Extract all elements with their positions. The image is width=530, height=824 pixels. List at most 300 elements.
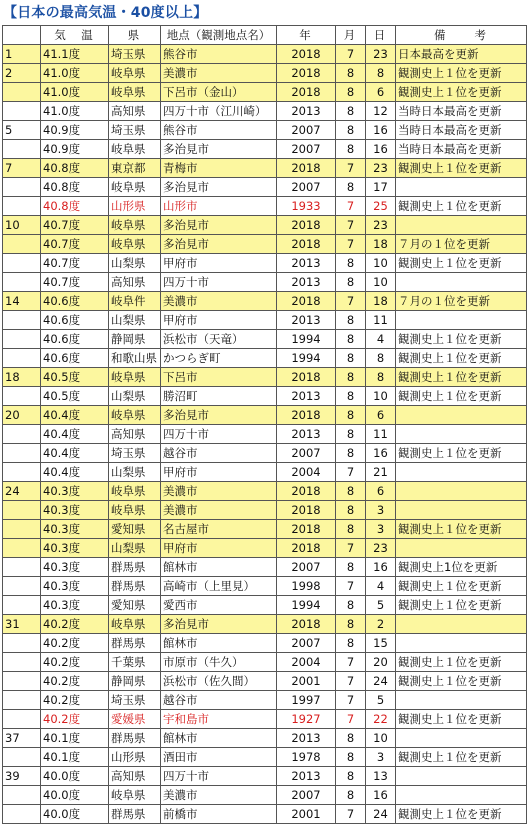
- month-cell: 7: [336, 805, 366, 824]
- note-cell: [396, 729, 527, 748]
- prefecture-cell: 埼玉県: [109, 691, 161, 710]
- temperature-cell: 40.4度: [41, 463, 109, 482]
- prefecture-cell: 山梨県: [109, 387, 161, 406]
- location-cell: 浜松市（佐久間）: [161, 672, 277, 691]
- rank-cell: [3, 425, 41, 444]
- day-cell: 10: [366, 729, 396, 748]
- temperature-cell: 40.2度: [41, 634, 109, 653]
- year-cell: 2018: [277, 368, 336, 387]
- prefecture-cell: 岐阜県: [109, 140, 161, 159]
- note-cell: [396, 273, 527, 292]
- note-cell: 観測史上１位を更新: [396, 387, 527, 406]
- note-cell: 当時日本最高を更新: [396, 102, 527, 121]
- temperature-cell: 40.0度: [41, 786, 109, 805]
- day-cell: 18: [366, 235, 396, 254]
- month-cell: 8: [336, 425, 366, 444]
- location-cell: 多治見市: [161, 216, 277, 235]
- rank-cell: [3, 710, 41, 729]
- temperature-table: [2, 25, 527, 824]
- year-cell: 2007: [277, 444, 336, 463]
- table-row: [3, 710, 527, 729]
- temperature-cell: 40.9度: [41, 121, 109, 140]
- day-cell: 4: [366, 330, 396, 349]
- prefecture-cell: 岐阜県: [109, 178, 161, 197]
- location-cell: 四万十市（江川崎）: [161, 102, 277, 121]
- table-row: [3, 254, 527, 273]
- location-cell: 高崎市（上里見）: [161, 577, 277, 596]
- table-row: [3, 64, 527, 83]
- prefecture-cell: 山梨県: [109, 254, 161, 273]
- rank-cell: 20: [3, 406, 41, 425]
- rank-cell: [3, 596, 41, 615]
- note-cell: 観測史上１位を更新: [396, 197, 527, 216]
- year-cell: 1994: [277, 596, 336, 615]
- year-cell: 1933: [277, 197, 336, 216]
- year-cell: 2007: [277, 558, 336, 577]
- note-cell: ７月の１位を更新: [396, 292, 527, 311]
- rank-cell: [3, 387, 41, 406]
- year-cell: 2018: [277, 83, 336, 102]
- table-row: [3, 767, 527, 786]
- note-cell: 観測史上１位を更新: [396, 330, 527, 349]
- table-row: [3, 292, 527, 311]
- day-cell: 16: [366, 786, 396, 805]
- location-cell: 下呂市（金山）: [161, 83, 277, 102]
- day-cell: 12: [366, 102, 396, 121]
- location-cell: 市原市（牛久）: [161, 653, 277, 672]
- location-cell: 四万十市: [161, 273, 277, 292]
- year-cell: 2018: [277, 159, 336, 178]
- table-row: [3, 216, 527, 235]
- temperature-cell: 40.3度: [41, 482, 109, 501]
- day-cell: 16: [366, 121, 396, 140]
- location-cell: 多治見市: [161, 178, 277, 197]
- day-cell: 16: [366, 558, 396, 577]
- rank-cell: [3, 634, 41, 653]
- location-cell: 美濃市: [161, 64, 277, 83]
- prefecture-cell: 群馬県: [109, 805, 161, 824]
- temperature-cell: 40.2度: [41, 615, 109, 634]
- prefecture-cell: 岐阜県: [109, 235, 161, 254]
- header-temperature: 気 温: [41, 26, 109, 45]
- note-cell: 観測史上１位を更新: [396, 577, 527, 596]
- note-cell: 観測史上１位を更新: [396, 672, 527, 691]
- year-cell: 2001: [277, 672, 336, 691]
- note-cell: [396, 501, 527, 520]
- rank-cell: 31: [3, 615, 41, 634]
- year-cell: 2013: [277, 254, 336, 273]
- note-cell: [396, 406, 527, 425]
- month-cell: 8: [336, 501, 366, 520]
- month-cell: 8: [336, 178, 366, 197]
- location-cell: かつらぎ町: [161, 349, 277, 368]
- temperature-cell: 41.0度: [41, 83, 109, 102]
- year-cell: 1994: [277, 349, 336, 368]
- year-cell: 2013: [277, 311, 336, 330]
- location-cell: 酒田市: [161, 748, 277, 767]
- note-cell: 観測史上１位を更新: [396, 653, 527, 672]
- prefecture-cell: 山形県: [109, 748, 161, 767]
- note-cell: 観測史上１位を更新: [396, 254, 527, 273]
- note-cell: 観測史上１位を更新: [396, 83, 527, 102]
- prefecture-cell: 群馬県: [109, 577, 161, 596]
- rank-cell: [3, 558, 41, 577]
- table-row: [3, 482, 527, 501]
- year-cell: 2013: [277, 729, 336, 748]
- rank-cell: [3, 653, 41, 672]
- temperature-cell: 40.4度: [41, 444, 109, 463]
- note-cell: [396, 463, 527, 482]
- prefecture-cell: 埼玉県: [109, 121, 161, 140]
- table-body: [3, 45, 527, 824]
- table-row: [3, 615, 527, 634]
- location-cell: 名古屋市: [161, 520, 277, 539]
- temperature-cell: 40.8度: [41, 178, 109, 197]
- prefecture-cell: 愛知県: [109, 596, 161, 615]
- location-cell: 美濃市: [161, 292, 277, 311]
- year-cell: 2013: [277, 273, 336, 292]
- note-cell: 観測史上１位を更新: [396, 368, 527, 387]
- table-header-row: [3, 26, 527, 45]
- month-cell: 7: [336, 463, 366, 482]
- location-cell: 青梅市: [161, 159, 277, 178]
- rank-cell: [3, 672, 41, 691]
- prefecture-cell: 高知県: [109, 425, 161, 444]
- table-row: [3, 653, 527, 672]
- year-cell: 2001: [277, 805, 336, 824]
- month-cell: 8: [336, 83, 366, 102]
- year-cell: 1927: [277, 710, 336, 729]
- month-cell: 7: [336, 292, 366, 311]
- table-row: [3, 140, 527, 159]
- header-rank: [3, 26, 41, 45]
- month-cell: 8: [336, 311, 366, 330]
- day-cell: 10: [366, 273, 396, 292]
- day-cell: 15: [366, 634, 396, 653]
- rank-cell: [3, 463, 41, 482]
- month-cell: 7: [336, 691, 366, 710]
- month-cell: 8: [336, 140, 366, 159]
- rank-cell: [3, 311, 41, 330]
- location-cell: 館林市: [161, 729, 277, 748]
- month-cell: 8: [336, 406, 366, 425]
- prefecture-cell: 岐阜県: [109, 406, 161, 425]
- year-cell: 2018: [277, 482, 336, 501]
- note-cell: [396, 482, 527, 501]
- year-cell: 2018: [277, 539, 336, 558]
- day-cell: 2: [366, 615, 396, 634]
- temperature-cell: 40.7度: [41, 235, 109, 254]
- note-cell: [396, 216, 527, 235]
- location-cell: 多治見市: [161, 615, 277, 634]
- table-row: [3, 672, 527, 691]
- rank-cell: [3, 83, 41, 102]
- temperature-cell: 40.3度: [41, 577, 109, 596]
- table-row: [3, 520, 527, 539]
- year-cell: 1998: [277, 577, 336, 596]
- prefecture-cell: 岐阜県: [109, 786, 161, 805]
- day-cell: 6: [366, 406, 396, 425]
- note-cell: [396, 615, 527, 634]
- month-cell: 8: [336, 64, 366, 83]
- month-cell: 8: [336, 748, 366, 767]
- note-cell: [396, 634, 527, 653]
- prefecture-cell: 東京都: [109, 159, 161, 178]
- location-cell: 館林市: [161, 634, 277, 653]
- note-cell: [396, 786, 527, 805]
- prefecture-cell: 岐阜県: [109, 216, 161, 235]
- month-cell: 7: [336, 539, 366, 558]
- year-cell: 1994: [277, 330, 336, 349]
- day-cell: 11: [366, 425, 396, 444]
- temperature-cell: 40.2度: [41, 691, 109, 710]
- location-cell: 熊谷市: [161, 121, 277, 140]
- table-row: [3, 45, 527, 64]
- table-row: [3, 368, 527, 387]
- year-cell: 2013: [277, 425, 336, 444]
- rank-cell: 37: [3, 729, 41, 748]
- table-row: [3, 311, 527, 330]
- location-cell: 館林市: [161, 558, 277, 577]
- rank-cell: [3, 520, 41, 539]
- rank-cell: [3, 805, 41, 824]
- day-cell: 5: [366, 691, 396, 710]
- prefecture-cell: 山梨県: [109, 539, 161, 558]
- rank-cell: [3, 102, 41, 121]
- location-cell: 多治見市: [161, 406, 277, 425]
- year-cell: 2007: [277, 178, 336, 197]
- prefecture-cell: 山梨県: [109, 311, 161, 330]
- prefecture-cell: 和歌山県: [109, 349, 161, 368]
- month-cell: 8: [336, 729, 366, 748]
- year-cell: 1978: [277, 748, 336, 767]
- day-cell: 11: [366, 311, 396, 330]
- month-cell: 7: [336, 672, 366, 691]
- temperature-cell: 40.6度: [41, 349, 109, 368]
- month-cell: 7: [336, 653, 366, 672]
- table-row: [3, 634, 527, 653]
- month-cell: 8: [336, 254, 366, 273]
- rank-cell: 14: [3, 292, 41, 311]
- year-cell: 2013: [277, 102, 336, 121]
- table-row: [3, 102, 527, 121]
- location-cell: 美濃市: [161, 482, 277, 501]
- location-cell: 甲府市: [161, 463, 277, 482]
- year-cell: 2018: [277, 292, 336, 311]
- location-cell: 甲府市: [161, 254, 277, 273]
- temperature-cell: 40.2度: [41, 672, 109, 691]
- day-cell: 10: [366, 254, 396, 273]
- note-cell: 観測史上１位を更新: [396, 349, 527, 368]
- year-cell: 2018: [277, 235, 336, 254]
- temperature-cell: 40.0度: [41, 805, 109, 824]
- note-cell: [396, 767, 527, 786]
- table-row: [3, 577, 527, 596]
- table-row: [3, 349, 527, 368]
- note-cell: 観測史上１位を更新: [396, 748, 527, 767]
- prefecture-cell: 群馬県: [109, 558, 161, 577]
- table-row: [3, 235, 527, 254]
- location-cell: 前橋市: [161, 805, 277, 824]
- note-cell: 観測史上１位を更新: [396, 444, 527, 463]
- month-cell: 7: [336, 235, 366, 254]
- location-cell: 下呂市: [161, 368, 277, 387]
- header-location: 地点（観測地点名）: [161, 26, 277, 45]
- temperature-cell: 40.6度: [41, 330, 109, 349]
- header-year: 年: [277, 26, 336, 45]
- table-row: [3, 691, 527, 710]
- month-cell: 8: [336, 444, 366, 463]
- month-cell: 8: [336, 482, 366, 501]
- day-cell: 8: [366, 64, 396, 83]
- note-cell: 観測史上１位を更新: [396, 520, 527, 539]
- temperature-cell: 40.4度: [41, 425, 109, 444]
- temperature-cell: 40.1度: [41, 729, 109, 748]
- month-cell: 8: [336, 558, 366, 577]
- prefecture-cell: 千葉県: [109, 653, 161, 672]
- location-cell: 四万十市: [161, 767, 277, 786]
- temperature-cell: 40.9度: [41, 140, 109, 159]
- day-cell: 23: [366, 216, 396, 235]
- prefecture-cell: 岐阜県: [109, 64, 161, 83]
- location-cell: 四万十市: [161, 425, 277, 444]
- table-row: [3, 425, 527, 444]
- header-notes: 備 考: [396, 26, 527, 45]
- prefecture-cell: 高知県: [109, 102, 161, 121]
- note-cell: 日本最高を更新: [396, 45, 527, 64]
- prefecture-cell: 山梨県: [109, 463, 161, 482]
- table-row: [3, 501, 527, 520]
- location-cell: 多治見市: [161, 235, 277, 254]
- rank-cell: [3, 691, 41, 710]
- rank-cell: 1: [3, 45, 41, 64]
- rank-cell: [3, 254, 41, 273]
- note-cell: [396, 691, 527, 710]
- location-cell: 浜松市（天竜）: [161, 330, 277, 349]
- prefecture-cell: 岐阜県: [109, 501, 161, 520]
- month-cell: 8: [336, 368, 366, 387]
- note-cell: 観測史上1位を更新: [396, 558, 527, 577]
- year-cell: 2007: [277, 121, 336, 140]
- year-cell: 2018: [277, 216, 336, 235]
- month-cell: 8: [336, 786, 366, 805]
- year-cell: 2007: [277, 634, 336, 653]
- day-cell: 3: [366, 501, 396, 520]
- temperature-cell: 40.3度: [41, 520, 109, 539]
- header-month: 月: [336, 26, 366, 45]
- prefecture-cell: 埼玉県: [109, 45, 161, 64]
- month-cell: 8: [336, 767, 366, 786]
- rank-cell: [3, 786, 41, 805]
- rank-cell: [3, 444, 41, 463]
- temperature-cell: 40.2度: [41, 653, 109, 672]
- prefecture-cell: 静岡県: [109, 330, 161, 349]
- temperature-cell: 40.2度: [41, 710, 109, 729]
- day-cell: 16: [366, 140, 396, 159]
- prefecture-cell: 高知県: [109, 273, 161, 292]
- rank-cell: 7: [3, 159, 41, 178]
- note-cell: 当時日本最高を更新: [396, 121, 527, 140]
- month-cell: 7: [336, 197, 366, 216]
- day-cell: 8: [366, 349, 396, 368]
- note-cell: 観測史上１位を更新: [396, 64, 527, 83]
- month-cell: 8: [336, 634, 366, 653]
- month-cell: 7: [336, 577, 366, 596]
- temperature-cell: 40.7度: [41, 273, 109, 292]
- day-cell: 24: [366, 672, 396, 691]
- rank-cell: [3, 748, 41, 767]
- prefecture-cell: 岐阜件: [109, 292, 161, 311]
- page-title: 【日本の最高気温・40度以上】: [3, 5, 208, 21]
- header-day: 日: [366, 26, 396, 45]
- rank-cell: 24: [3, 482, 41, 501]
- location-cell: 甲府市: [161, 539, 277, 558]
- month-cell: 8: [336, 330, 366, 349]
- day-cell: 6: [366, 482, 396, 501]
- year-cell: 2004: [277, 463, 336, 482]
- prefecture-cell: 愛知県: [109, 520, 161, 539]
- prefecture-cell: 群馬県: [109, 729, 161, 748]
- table-row: [3, 729, 527, 748]
- year-cell: 2004: [277, 653, 336, 672]
- month-cell: 8: [336, 520, 366, 539]
- year-cell: 2018: [277, 45, 336, 64]
- temperature-cell: 40.6度: [41, 292, 109, 311]
- table-row: [3, 406, 527, 425]
- year-cell: 2013: [277, 767, 336, 786]
- temperature-cell: 40.3度: [41, 501, 109, 520]
- temperature-cell: 40.3度: [41, 558, 109, 577]
- year-cell: 1997: [277, 691, 336, 710]
- location-cell: 愛西市: [161, 596, 277, 615]
- day-cell: 23: [366, 45, 396, 64]
- day-cell: 6: [366, 83, 396, 102]
- temperature-cell: 40.5度: [41, 387, 109, 406]
- table-row: [3, 805, 527, 824]
- location-cell: 甲府市: [161, 311, 277, 330]
- day-cell: 5: [366, 596, 396, 615]
- table-row: [3, 748, 527, 767]
- prefecture-cell: 高知県: [109, 767, 161, 786]
- temperature-cell: 41.1度: [41, 45, 109, 64]
- temperature-cell: 41.0度: [41, 102, 109, 121]
- month-cell: 8: [336, 387, 366, 406]
- table-row: [3, 387, 527, 406]
- day-cell: 22: [366, 710, 396, 729]
- table-row: [3, 121, 527, 140]
- temperature-cell: 40.4度: [41, 406, 109, 425]
- prefecture-cell: 群馬県: [109, 634, 161, 653]
- year-cell: 2018: [277, 501, 336, 520]
- table-row: [3, 197, 527, 216]
- note-cell: 観測史上１位を更新: [396, 596, 527, 615]
- temperature-cell: 40.8度: [41, 197, 109, 216]
- location-cell: 山形市: [161, 197, 277, 216]
- table-row: [3, 330, 527, 349]
- temperature-cell: 41.0度: [41, 64, 109, 83]
- rank-cell: [3, 330, 41, 349]
- location-cell: 勝沼町: [161, 387, 277, 406]
- prefecture-cell: 岐阜県: [109, 83, 161, 102]
- table-row: [3, 463, 527, 482]
- prefecture-cell: 愛媛県: [109, 710, 161, 729]
- prefecture-cell: 岐阜県: [109, 615, 161, 634]
- day-cell: 23: [366, 539, 396, 558]
- table-row: [3, 786, 527, 805]
- month-cell: 7: [336, 216, 366, 235]
- day-cell: 17: [366, 178, 396, 197]
- rank-cell: [3, 539, 41, 558]
